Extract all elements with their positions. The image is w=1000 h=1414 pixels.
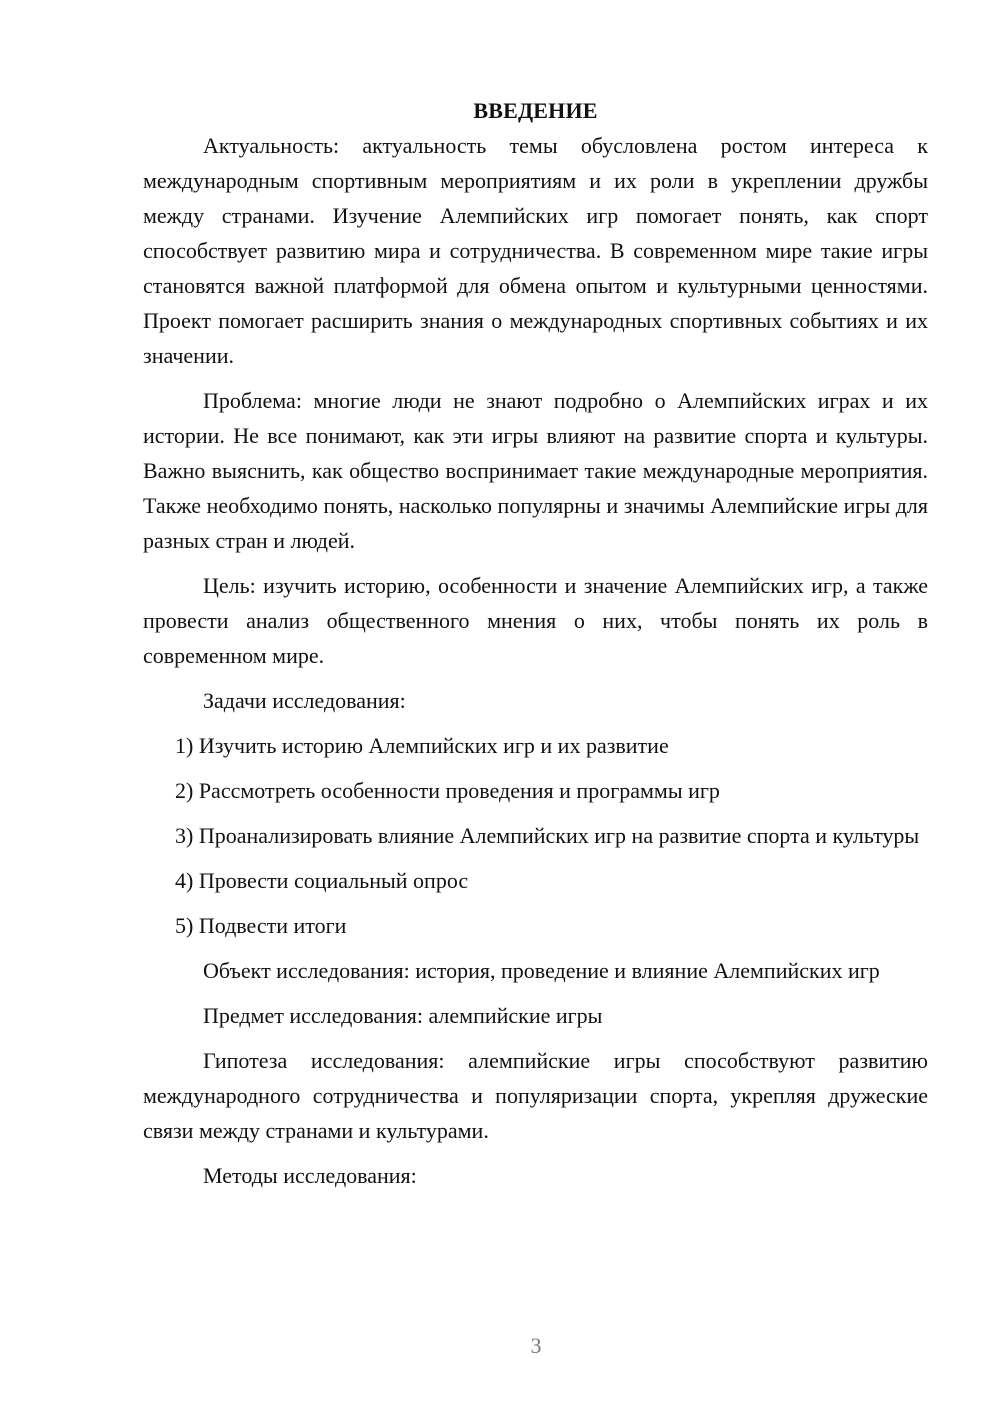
page-content <box>143 93 928 1203</box>
paragraph-relevance: Актуальность: актуальность темы обусловлена ростом интереса к международным спортивным мероприятиям и их роли в укреплении дружбы между странами. Изучение Алемпийских игр помогает понять, как спорт способствует развитию мира и сотрудничества. В современном мире такие игры становятся важной платформой для обмена опытом и культурными ценностями. Проект помогает расширить знания о международных спортивных событиях и их значении. <box>143 133 928 368</box>
list-item: 1) Изучить историю Алемпийских игр и их развитие <box>175 733 669 758</box>
tasks-list <box>143 728 928 943</box>
paragraph-problem: Проблема: многие люди не знают подробно о Алемпийских играх и их истории. Не все понимают, как эти игры влияют на развитие спорта и культуры. Важно выяснить, как общество воспринимает такие международные мероприятия. Также необходимо понять, насколько популярны и значимы Алемпийские игры для разных стран и людей. <box>143 388 928 553</box>
tasks-heading: Задачи исследования: <box>203 688 406 713</box>
paragraph-goal: Цель: изучить историю, особенности и значение Алемпийских игр, а также провести анализ общественного мнения о них, чтобы понять их роль в современном мире. <box>143 573 928 668</box>
list-item: 4) Провести социальный опрос <box>175 868 469 893</box>
section-title: ВВЕДЕНИЕ <box>473 98 598 123</box>
list-item: 5) Подвести итоги <box>175 913 347 938</box>
paragraph-hypothesis: Гипотеза исследования: алемпийские игры способствуют развитию международного сотрудничества и популяризации спорта, укрепляя дружеские связи между странами и культурами. <box>143 1048 928 1143</box>
list-item: 2) Рассмотреть особенности проведения и программы игр <box>175 778 720 803</box>
methods-heading: Методы исследования: <box>203 1163 417 1188</box>
paragraph-subject: Предмет исследования: алемпийские игры <box>203 1003 603 1028</box>
page-number: 3 <box>530 1333 542 1358</box>
paragraph-object: Объект исследования: история, проведение и влияние Алемпийских игр <box>203 958 880 983</box>
list-item: 3) Проанализировать влияние Алемпийских игр на развитие спорта и культуры <box>175 823 920 848</box>
